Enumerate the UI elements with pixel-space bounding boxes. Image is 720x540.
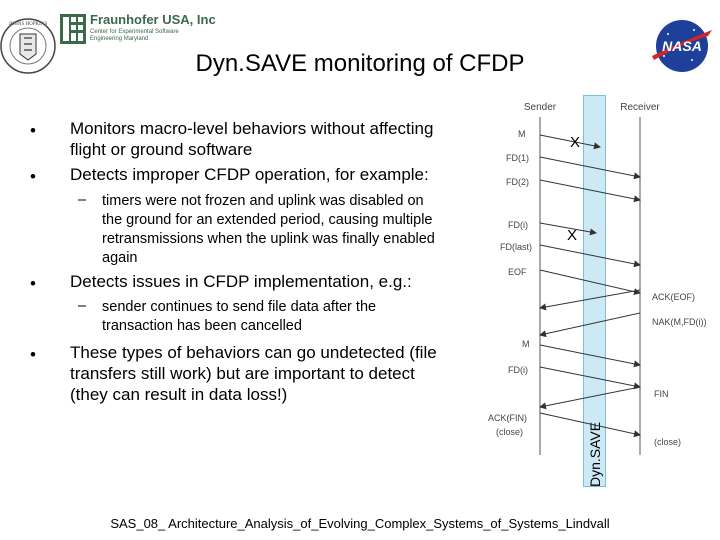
bullet-1-line-2: flight or ground software [70,140,253,159]
sub-bullet-dash: – [78,298,87,314]
receiver-header: Receiver [620,102,660,113]
sender-label-fd2: FD(2) [506,177,529,187]
fraunhofer-subtitle: Center for Experimental Software Engineering Maryland [90,29,179,42]
bullet-dot: • [30,274,36,293]
receiver-label-fin: FIN [654,389,669,399]
sender-header: Sender [523,102,557,113]
receiver-label-nak: NAK(M,FD(i)) [652,317,707,327]
message-arrow-eof [540,270,640,293]
sender-label-fd1: FD(1) [506,153,529,163]
sub-bullet-1-line-1: timers were not frozen and uplink was disabled on [102,193,424,209]
bullet-3: Detects issues in CFDP implementation, e.g.: [70,272,412,291]
bullet-4-line-3: (they can result in data loss!) [70,385,288,404]
bullet-4-line-1: These types of behaviors can go undetected (file [70,343,437,362]
bullet-dot: • [30,167,36,186]
bullet-4-line-2: transfers still work) but are important to detect [70,364,415,383]
svg-text:JOHNS HOPKINS: JOHNS HOPKINS [8,22,48,27]
bullet-dot: • [30,121,36,140]
sender-label-m-2: M [522,339,530,349]
sub-bullet-1-line-4: again [102,250,138,266]
sender-label-fdlast: FD(last) [500,242,532,252]
page-title: Dyn.SAVE monitoring of CFDP [195,50,525,77]
message-arrow-fdi [540,367,640,387]
bullet-1-line-1: Monitors macro-level behaviors without affecting [70,119,434,138]
message-arrow-ack-eof [540,290,640,308]
sender-label-close: (close) [496,427,524,437]
sender-label-ack-fin: ACK(FIN) [488,413,527,423]
svg-text:NASA: NASA [662,38,702,54]
sub-bullet-1-line-2: the ground for an extended period, causing multiple [102,212,433,228]
bullet-dot: • [30,345,36,364]
message-arrow-fd1 [540,157,640,177]
fraunhofer-logo [60,12,216,52]
sender-label-fdi-2: FD(i) [508,365,528,375]
sub-bullet-dash: – [78,192,87,208]
receiver-label-ack-eof: ACK(EOF) [652,292,696,302]
receiver-label-close: (close) [654,437,682,447]
message-arrow-fdlast [540,245,640,265]
sender-label-eof: EOF [508,267,527,277]
message-arrow-fd2 [540,180,640,200]
message-arrow-nak [540,313,640,335]
sub-bullet-2-line-1: sender continues to send file data after the [102,299,377,315]
footer-text: SAS_08_ Architecture_Analysis_of_Evolving_Complex_Systems_of_Systems_Lindvall [110,516,610,531]
sub-bullet-1-line-3: retransmissions when the uplink was finally enabled [102,231,435,247]
lost-packet-x-mark: X [567,227,578,244]
message-arrow-m [540,345,640,365]
message-arrow-fin [540,387,640,407]
sender-label-fdi: FD(i) [508,220,528,230]
message-arrow-ack-fin [540,413,640,435]
fraunhofer-name: Fraunhofer USA, Inc [90,12,216,27]
lost-packet-x-mark: X [570,134,581,151]
sub-bullet-2-line-2: transaction has been cancelled [102,318,302,334]
dynsave-label: Dyn.SAVE [587,421,603,487]
bullet-2: Detects improper CFDP operation, for example: [70,165,429,184]
sequence-diagram [478,95,720,490]
sender-label-m: M [518,129,526,139]
